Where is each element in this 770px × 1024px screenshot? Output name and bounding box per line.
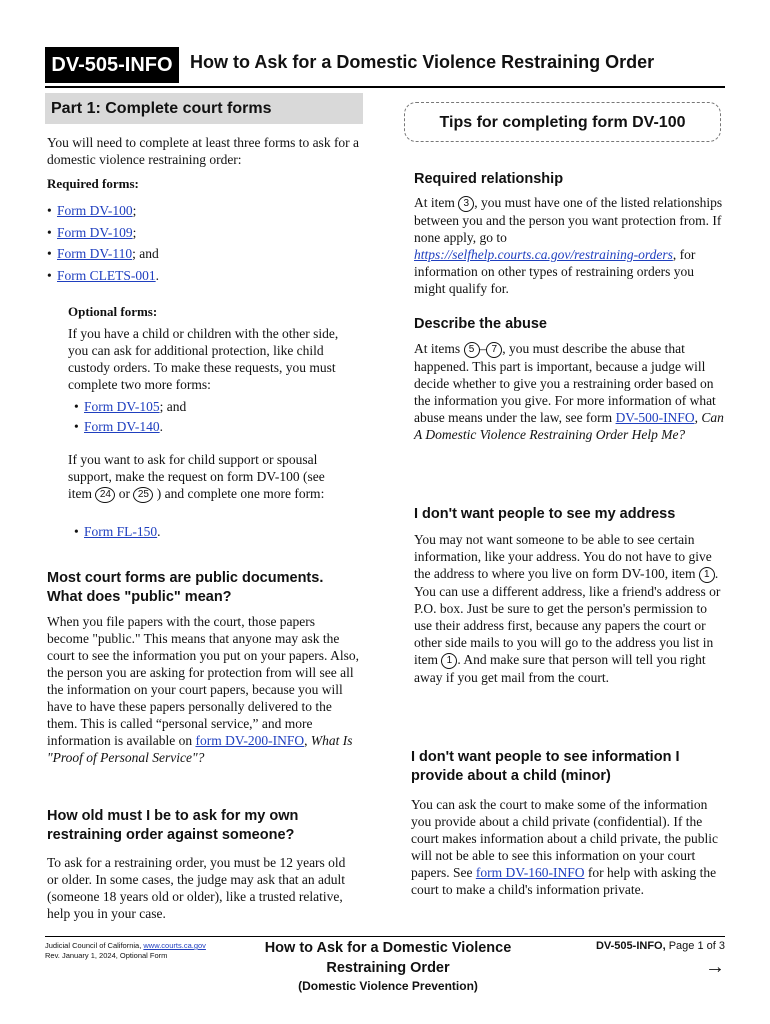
form-dv-160-info-link[interactable]: form DV-160-INFO <box>475 865 585 880</box>
part-1-heading: Part 1: Complete court forms <box>45 93 363 124</box>
courts-website-link[interactable]: www.courts.ca.gov <box>143 941 206 950</box>
footer-title-line-2: Restraining Order <box>326 960 450 976</box>
form-dv-140-link[interactable]: Form DV-140 <box>84 419 160 434</box>
address-heading: I don't want people to see my address <box>414 506 676 522</box>
next-page-arrow-icon[interactable]: → <box>705 956 725 978</box>
abuse-text: At items 5 – 7 , you must describe the abuse that happened. This part is important, because a judge will decide whether to give you a restraining order based on the information you give. For more information of what abuse means under the law, see form DV-500-INFO, Can A Domestic Violence Restraining Order Help Me? <box>414 341 724 442</box>
footer-org: Judicial Council of California, www.courts.ca.gov <box>45 941 206 950</box>
footer-subtitle: (Domestic Violence Prevention) <box>298 979 478 993</box>
intro-text: You will need to complete at least three forms to ask for a domestic violence restraining order: <box>47 135 360 167</box>
item-1-marker: 1 <box>699 567 715 583</box>
optional-forms-text: If you have a child or children with the other side, you can ask for additional protection, like child custody orders. To make these requests, you must complete two more forms: <box>68 326 339 392</box>
public-documents-heading: Most court forms are public documents. What does "public" mean? <box>47 570 324 605</box>
child-info-heading: I don't want people to see information I provide about a child (minor) <box>411 749 680 784</box>
item-7-marker: 7 <box>486 342 502 358</box>
footer-page-info: DV-505-INFO, Page 1 of 3 <box>595 940 725 952</box>
abuse-heading: Describe the abuse <box>414 316 547 332</box>
optional-forms-label: Optional forms: <box>68 304 158 319</box>
form-dv-109-link[interactable]: Form DV-109 <box>57 224 133 240</box>
item-25-marker: 25 <box>133 487 153 503</box>
tips-heading-box: Tips for completing form DV-100 <box>404 102 721 142</box>
age-heading: How old must I be to ask for my own restraining order against someone? <box>47 808 299 843</box>
child-info-text: You can ask the court to make some of the information you provide about a child private (confidential). If the court makes information about a child private, the public will not be able to see this information on your court papers. See form DV-160-INFO for help with asking the court to make a child's information private. <box>411 797 719 897</box>
item-1-marker: 1 <box>441 653 457 669</box>
footer-title-block <box>230 938 546 995</box>
relationship-heading: Required relationship <box>414 171 564 187</box>
age-text: To ask for a restraining order, you must be 12 years old or older. In some cases, the judge may ask that an adult (someone 18 years old or older), like a trusted relative, help you in your case. <box>47 855 346 921</box>
form-dv-105-link[interactable]: Form DV-105 <box>84 399 160 414</box>
list-item: • Form DV-100; <box>47 200 347 222</box>
list-item: • Form DV-140. <box>74 417 334 437</box>
footer-revision: Rev. January 1, 2024, Optional Form <box>45 951 168 960</box>
item-5-marker: 5 <box>464 342 480 358</box>
form-fl-150-link[interactable]: Form FL-150 <box>84 524 158 539</box>
required-forms-label: Required forms: <box>47 176 139 191</box>
public-documents-text: When you file papers with the court, those papers become "public." This means that anyone may ask the court to see the information you put on your papers. Also, the person you are asking for protection from will see all the information on your court papers, because you will have to have these papers personally delivered to the them. This is called “personal service,” and more information is available on form DV-200-INFO, What Is "Proof of Personal Service"? <box>47 614 359 765</box>
form-dv-110-link[interactable]: Form DV-110 <box>57 246 133 261</box>
form-dv-200-info-link[interactable]: form DV-200-INFO <box>195 733 305 748</box>
list-item: • Form FL-150. <box>74 523 334 540</box>
support-forms-list <box>74 523 334 540</box>
support-text: If you want to ask for child support or spousal support, make the request on form DV-100 (see item 24 or 25 ) and complete one more form: <box>68 452 325 501</box>
form-dv-100-link[interactable]: Form DV-100 <box>57 203 133 218</box>
header-divider <box>45 86 725 88</box>
footer-title-line-1: How to Ask for a Domestic Violence <box>264 940 512 956</box>
page-title: How to Ask for a Domestic Violence Restraining Order <box>190 52 655 72</box>
address-text: You may not want someone to be able to see certain information, like your address. You do not have to give the address to where you live on form DV-100, item 1 . You can use a different address, like a friend's address or P.O. box. Just be sure to get the person's permission to use their address first, because any papers the court or other side mails to you will go to the address you list in item 1 . And make sure that person will tell you right away if you get mail from the court. <box>414 532 721 685</box>
form-code-badge: DV-505-INFO <box>45 47 179 83</box>
list-item: • Form DV-105; and <box>74 397 334 417</box>
required-forms-list <box>47 200 347 286</box>
item-3-marker: 3 <box>458 196 474 212</box>
form-dv-500-info-link[interactable]: DV-500-INFO <box>615 410 695 425</box>
list-item: • Form DV-110; and <box>47 243 347 265</box>
relationship-text: At item 3 , you must have one of the listed relationships between you and the person you want protection from. If none apply, go to https://selfhelp.courts.ca.gov/restraining-orders, for information on other types of restraining orders you might qualify for. <box>414 195 723 296</box>
optional-forms-list <box>74 397 334 437</box>
item-24-marker: 24 <box>95 487 115 503</box>
list-item: • Form CLETS-001. <box>47 265 347 287</box>
footer-divider <box>45 936 725 937</box>
selfhelp-link[interactable]: https://selfhelp.courts.ca.gov/restraining-orders <box>414 247 673 262</box>
form-clets-001-link[interactable]: Form CLETS-001 <box>57 267 156 283</box>
list-item: • Form DV-109; <box>47 222 347 244</box>
